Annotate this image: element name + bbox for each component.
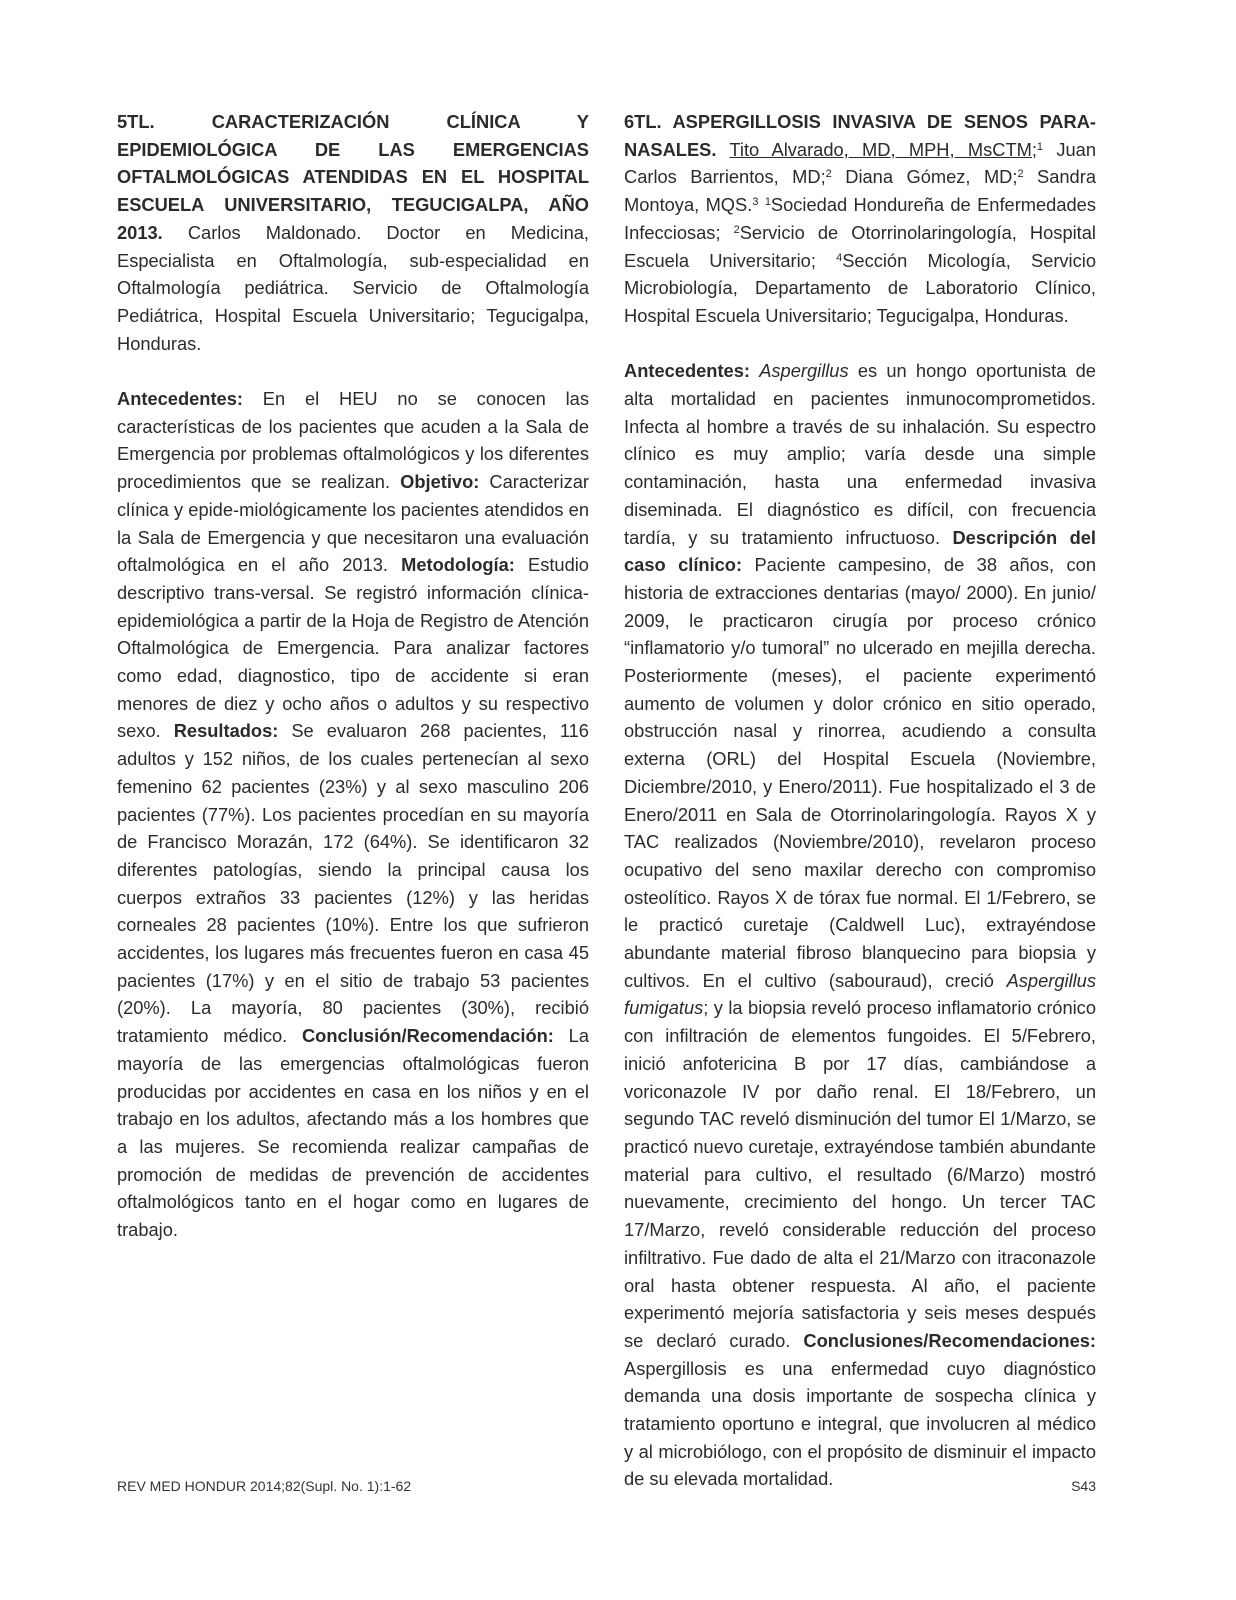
left-article-title: 5TL. CARACTERIZACIÓN CLÍNICA Y EPIDEMIOLÓGICA DE LAS EMERGENCIAS OFTALMOLÓGICAS ATENDIDAS EN EL HOSPITAL ESCUELA UNIVERSITARIO, TEGUCIGALPA, AÑO 2013. bbox=[117, 111, 589, 243]
right-article-header bbox=[624, 108, 1096, 330]
author-2-sup: 2 bbox=[825, 168, 832, 181]
caso-clinico-label: Descripción del caso clínico: bbox=[624, 526, 1096, 576]
affiliation-1: Sociedad Hondureña de Enfermedades Infecciosas; bbox=[624, 194, 1096, 243]
conclusiones-label: Conclusiones/Recomendaciones: bbox=[803, 1329, 1096, 1351]
aspergillus-fumigatus-term: Aspergillus fumigatus bbox=[624, 969, 1096, 1019]
resultados-text: Se evaluaron 268 pacientes, 116 adultos y 152 niños, de los cuales pertenecían al sexo femenino 62 pacientes (23%) y al sexo masculino 206 pacientes (77%). Los pacientes procedían en su mayoría de Francisco Morazán, 172 (64%). Se identificaron 32 diferentes patologías, siendo la principal causa los cuerpos extraños 33 pacientes (12%) y las heridas corneales 28 pacientes (10%). Entre los que sufrieron accidentes, los lugares más frecuentes fueron en casa 45 pacientes (17%) y en el sitio de trabajo 53 pacientes (20%). La mayoría, 80 pacientes (30%), recibió tratamiento médico. bbox=[117, 720, 589, 1047]
affiliation-3: Sección Micología, Servicio Microbiología, Departamento de Laboratorio Clínico, Hospital Escuela Universitario; Tegucigalpa, Honduras. bbox=[624, 249, 1096, 326]
left-article-abstract bbox=[117, 385, 589, 1244]
metodologia-text: Estudio descriptivo trans-versal. Se registró información clínica-epidemiológica a partir de la Hoja de Registro de Atención Oftalmológica de Emergencia. Para analizar factores como edad, diagnostico, tipo de accidente si eran menores de diez y ocho años o adultos y su respectivo sexo. bbox=[117, 554, 589, 742]
author-1-sup: 1 bbox=[1036, 140, 1044, 153]
resultados-label: Resultados: bbox=[173, 720, 279, 742]
author-4-sup: 3 bbox=[752, 196, 759, 209]
metodologia-label: Metodología: bbox=[401, 554, 515, 576]
affiliation-2: Servicio de Otorrinolaringología, Hospital Escuela Universitario; bbox=[624, 221, 1096, 271]
right-article-abstract bbox=[624, 357, 1096, 1493]
affiliation-2-sup: 2 bbox=[733, 223, 740, 236]
page-number: S43 bbox=[1071, 1478, 1096, 1494]
right-article-title: 6TL. ASPERGILLOSIS INVASIVA DE SENOS PARA-NASALES. bbox=[624, 111, 1096, 160]
antecedentes-label: Antecedentes: bbox=[117, 388, 243, 410]
left-article-header bbox=[117, 108, 589, 357]
author-2: Juan Carlos Barrientos, MD; bbox=[624, 138, 1096, 188]
affiliation-1-sup: 1 bbox=[764, 196, 771, 209]
right-column bbox=[624, 108, 1096, 1521]
conclusion-text: La mayoría de las emergencias oftalmológicas fueron producidas por accidentes en casa en los niños y en el trabajo en los adultos, afectando más a los hombres que a las mujeres. Se recomienda realizar campañas de promoción de medidas de prevención de accidentes oftalmológicos tanto en el hogar como en lugares de trabajo. bbox=[117, 1025, 589, 1241]
conclusion-label: Conclusión/Recomendación: bbox=[301, 1025, 554, 1047]
aspergillus-term: Aspergillus bbox=[759, 360, 849, 382]
affiliation-3-sup: 4 bbox=[836, 251, 843, 264]
left-column bbox=[117, 108, 589, 1272]
antecedentes-text: En el HEU no se conocen las características de los pacientes que acuden a la Sala de Emergencia por problemas oftalmológicos y los diferentes procedimientos que se realizan. bbox=[117, 388, 589, 493]
objetivo-label: Objetivo: bbox=[400, 471, 480, 493]
right-antecedentes-text: es un hongo oportunista de alta mortalidad en pacientes inmunocomprometidos. Infecta al hombre a través de su inhalación. Su espectro clínico es muy amplio; varía desde una simple contaminación, hasta una enfermedad invasiva diseminada. El diagnóstico es difícil, con frecuencia tardía, y su tratamiento infructuoso. bbox=[624, 360, 1096, 548]
author-3: Diana Gómez, MD; bbox=[845, 166, 1018, 188]
right-antecedentes-label: Antecedentes: bbox=[624, 360, 750, 382]
caso-clinico-text-1: Paciente campesino, de 38 años, con historia de extracciones dentarias (mayo/ 2000). En junio/ 2009, le practicaron cirugía por proceso crónico “inflamatorio y/o tumoral” no ulcerado en mejilla derecha. Posteriormente (meses), el paciente experimentó aumento de volumen y dolor crónico en sitio operado, obstrucción nasal y rinorrea, acudiendo a consulta externa (ORL) del Hospital Escuela (Noviembre, Diciembre/2010, y Enero/2011). Fue hospitalizado el 3 de Enero/2011 en Sala de Otorrinolaringología. Rayos X y TAC realizados (Noviembre/2010), revelaron proceso ocupativo del seno maxilar derecho con compromiso osteolítico. Rayos X de tórax fue normal. El 1/Febrero, se le practicó curetaje (Caldwell Luc), extrayéndose abundante material fibroso blanquecino para biopsia y cultivos. En el cultivo (sabouraud), creció bbox=[624, 554, 1096, 991]
author-3-sup: 2 bbox=[1017, 168, 1024, 181]
journal-reference: REV MED HONDUR 2014;82(Supl. No. 1):1-62 bbox=[117, 1478, 412, 1494]
caso-clinico-text-2: ; y la biopsia reveló proceso inflamatorio crónico con infiltración de elementos fungoides. El 5/Febrero, inició anfotericina B por 17 días, cambiándose a voriconazole IV por daño renal. El 18/Febrero, un segundo TAC reveló disminución del tumor El 1/Marzo, se practicó nuevo curetaje, extrayéndose también abundante material para cultivo, el resultado (6/Marzo) mostró nuevamente, crecimiento del hongo. Un tercer TAC 17/Marzo, reveló considerable reducción del proceso infiltrativo. Fue dado de alta el 21/Marzo con itraconazole oral hasta obtener respuesta. Al año, el paciente experimentó mejoría satisfactoria y seis meses después se declaró curado. bbox=[624, 997, 1096, 1351]
author-1: Tito Alvarado, MD, MPH, MsCTM; bbox=[729, 138, 1037, 160]
left-article-authors: Carlos Maldonado. Doctor en Medicina, Especialista en Oftalmología, sub-especialidad en Oftalmología pediátrica. Servicio de Oftalmología Pediátrica, Hospital Escuela Universitario; Tegucigalpa, Honduras. bbox=[117, 221, 589, 354]
objetivo-text: Caracterizar clínica y epide-miológicamente los pacientes atendidos en la Sala de Emergencia y que necesitaron una evaluación oftalmológica en el año 2013. bbox=[117, 471, 589, 576]
author-4: Sandra Montoya, MQS. bbox=[624, 166, 1096, 216]
conclusiones-text: Aspergillosis es una enfermedad cuyo diagnóstico demanda una dosis importante de sospecha clínica y tratamiento oportuno e integral, que involucren al médico y al microbiólogo, con el propósito de disminuir el impacto de su elevada mortalidad. bbox=[624, 1357, 1096, 1490]
